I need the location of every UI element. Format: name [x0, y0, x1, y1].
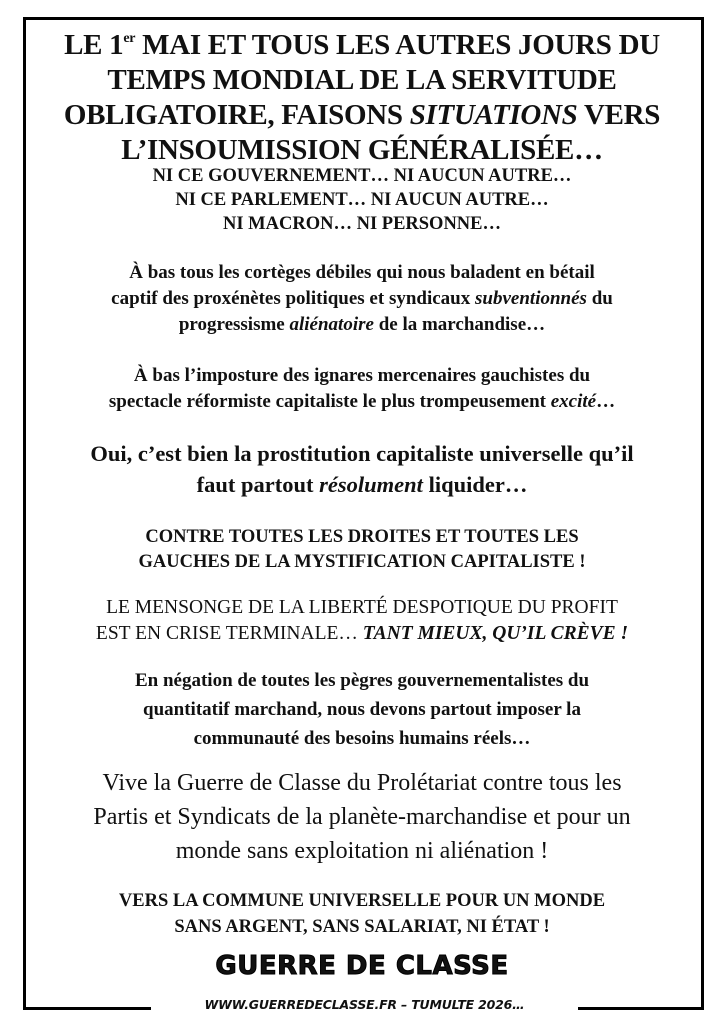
text: progressisme [178, 314, 290, 335]
text: captif des proxénètes politiques et syndicaux [111, 288, 476, 309]
headline-text: OBLIGATOIRE, FAISONS [63, 99, 410, 131]
paragraph-line: monde sans exploitation ni aliénation ! [175, 838, 549, 864]
paragraph-commune [30, 888, 694, 940]
paragraph-line: quantitatif marchand, nous devons partout imposer la [143, 699, 581, 720]
paragraph-contre [30, 525, 694, 575]
text: EST EN CRISE TERMINALE… [95, 623, 363, 644]
frame-border-left [23, 17, 26, 1010]
paragraph-line: Partis et Syndicats de la planète-marchandise et pour un [93, 804, 631, 830]
paragraph-line: LE MENSONGE DE LA LIBERTÉ DESPOTIQUE DU PROFIT [106, 597, 618, 618]
headline [30, 28, 694, 168]
paragraph-line: Oui, c’est bien la prostitution capitaliste universelle qu’il [90, 441, 634, 466]
paragraph-negation [30, 666, 694, 753]
headline-line-2: TEMPS MONDIAL DE LA SERVITUDE [107, 64, 617, 96]
headline-text: VERS [577, 99, 661, 131]
paragraph-line: Vive la Guerre de Classe du Prolétariat contre tous les [102, 770, 622, 796]
paragraph-line: SANS ARGENT, SANS SALARIAT, NI ÉTAT ! [174, 917, 550, 937]
paragraph-cortege [30, 260, 694, 338]
headline-text: MAI ET TOUS LES AUTRES JOURS DU [135, 29, 660, 61]
paragraph-imposture [30, 363, 694, 415]
paragraph-mensonge [30, 595, 694, 647]
ni-line: NI CE PARLEMENT… NI AUCUN AUTRE… [175, 190, 549, 210]
text: de la marchandise… [373, 314, 546, 335]
emphasis: TANT MIEUX, QU’IL CRÈVE ! [362, 623, 629, 644]
paragraph-line [30, 389, 694, 415]
emphasis: aliénatoire [289, 314, 374, 335]
ni-line: NI CE GOUVERNEMENT… NI AUCUN AUTRE… [152, 166, 572, 186]
paragraph-line [30, 312, 694, 338]
ordinal-superscript: er [123, 31, 136, 46]
text: du [586, 288, 613, 309]
frame-border-top [23, 17, 704, 20]
headline-line-1 [30, 28, 694, 63]
paragraph-line: CONTRE TOUTES LES DROITES ET TOUTES LES [145, 527, 579, 547]
paragraph-line: À bas l’imposture des ignares mercenaires gauchistes du [133, 365, 591, 386]
headline-text: LE 1 [64, 29, 124, 61]
frame-border-bottom-right [578, 1007, 704, 1010]
emphasis: subventionnés [475, 288, 587, 309]
text: faut partout [196, 472, 320, 497]
paragraph-line: VERS LA COMMUNE UNIVERSELLE POUR UN MONDE [118, 891, 606, 911]
paragraph-line: À bas tous les cortèges débiles qui nous baladent en bétail [129, 262, 595, 283]
text: liquider… [422, 472, 528, 497]
footer-website: WWW.GUERREDECLASSE.FR – TUMULTE 2026… [204, 997, 525, 1012]
text: spectacle réformiste capitaliste le plus trompeusement [108, 391, 551, 412]
headline-emphasis: SITUATIONS [409, 99, 578, 131]
paragraph-line [30, 286, 694, 312]
frame-border-bottom-left [23, 1007, 151, 1010]
emphasis: excité [550, 391, 597, 412]
text: … [596, 391, 616, 412]
ni-block [30, 164, 694, 236]
headline-line-4: L’INSOUMISSION GÉNÉRALISÉE… [121, 134, 603, 166]
ni-line: NI MACRON… NI PERSONNE… [222, 214, 502, 234]
emphasis: résolument [319, 472, 423, 497]
paragraph-line: GAUCHES DE LA MYSTIFICATION CAPITALISTE ! [138, 552, 586, 572]
frame-border-right [701, 17, 704, 1010]
paragraph-line [30, 469, 694, 500]
paragraph-line: communauté des besoins humains réels… [193, 728, 531, 749]
headline-line-3 [30, 98, 694, 133]
paragraph-line: En négation de toutes les pègres gouvernementalistes du [134, 670, 590, 691]
paragraph-prostitution [30, 438, 694, 500]
brand-name: GUERRE DE CLASSE [215, 951, 509, 981]
paragraph-vive [30, 766, 694, 868]
paragraph-line [30, 621, 694, 647]
